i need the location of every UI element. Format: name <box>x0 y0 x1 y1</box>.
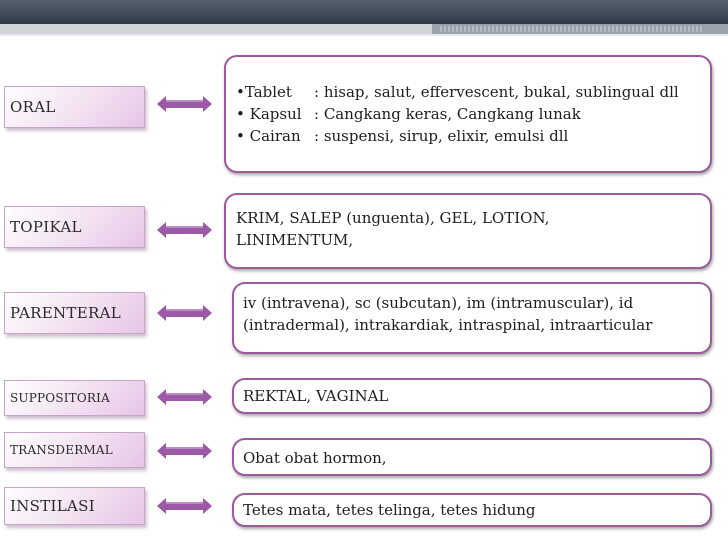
detail-line: REKTAL, VAGINAL <box>243 387 389 405</box>
detail-box-transdermal <box>232 438 712 476</box>
category-oral <box>4 86 145 128</box>
detail-line: iv (intravena), sc (subcutan), im (intramuscular), id <box>243 294 634 312</box>
double-arrow-icon <box>157 497 212 515</box>
category-topikal <box>4 206 145 248</box>
detail-box-instilasi <box>232 493 712 527</box>
detail-line: LINIMENTUM, <box>236 231 354 249</box>
detail-box-oral <box>224 55 712 173</box>
double-arrow-icon <box>157 221 212 239</box>
detail-line: Tetes mata, tetes telinga, tetes hidung <box>243 501 536 519</box>
category-parenteral <box>4 292 145 334</box>
category-label: INSTILASI <box>10 497 95 515</box>
detail-box-topikal <box>224 193 712 269</box>
category-label: TRANSDERMAL <box>10 443 113 457</box>
detail-item-tablet: •Tablet : hisap, salut, effervescent, bukal, sublingual dll <box>236 83 679 101</box>
detail-item-cairan: • Cairan : suspensi, sirup, elixir, emulsi dll <box>236 127 569 145</box>
category-label: SUPPOSITORIA <box>10 391 110 405</box>
double-arrow-icon <box>157 442 212 460</box>
detail-line: (intradermal), intrakardiak, intraspinal, intraarticular <box>243 316 653 334</box>
category-label: ORAL <box>10 98 56 116</box>
double-arrow-icon <box>157 95 212 113</box>
category-suppositoria <box>4 380 145 416</box>
detail-box-parenteral <box>232 282 712 354</box>
detail-line: Obat obat hormon, <box>243 449 387 467</box>
double-arrow-icon <box>157 304 212 322</box>
detail-box-suppositoria <box>232 378 712 414</box>
category-instilasi <box>4 487 145 525</box>
title-bar-decoration <box>0 0 728 24</box>
header-stripe-right <box>432 24 728 34</box>
category-label: PARENTERAL <box>10 304 121 322</box>
detail-item-kapsul: • Kapsul : Cangkang keras, Cangkang lunak <box>236 105 581 123</box>
header-divider <box>0 34 728 36</box>
category-label: TOPIKAL <box>10 218 82 236</box>
header-stripe-left <box>0 24 432 34</box>
category-transdermal <box>4 432 145 468</box>
detail-line: KRIM, SALEP (unguenta), GEL, LOTION, <box>236 209 550 227</box>
double-arrow-icon <box>157 388 212 406</box>
